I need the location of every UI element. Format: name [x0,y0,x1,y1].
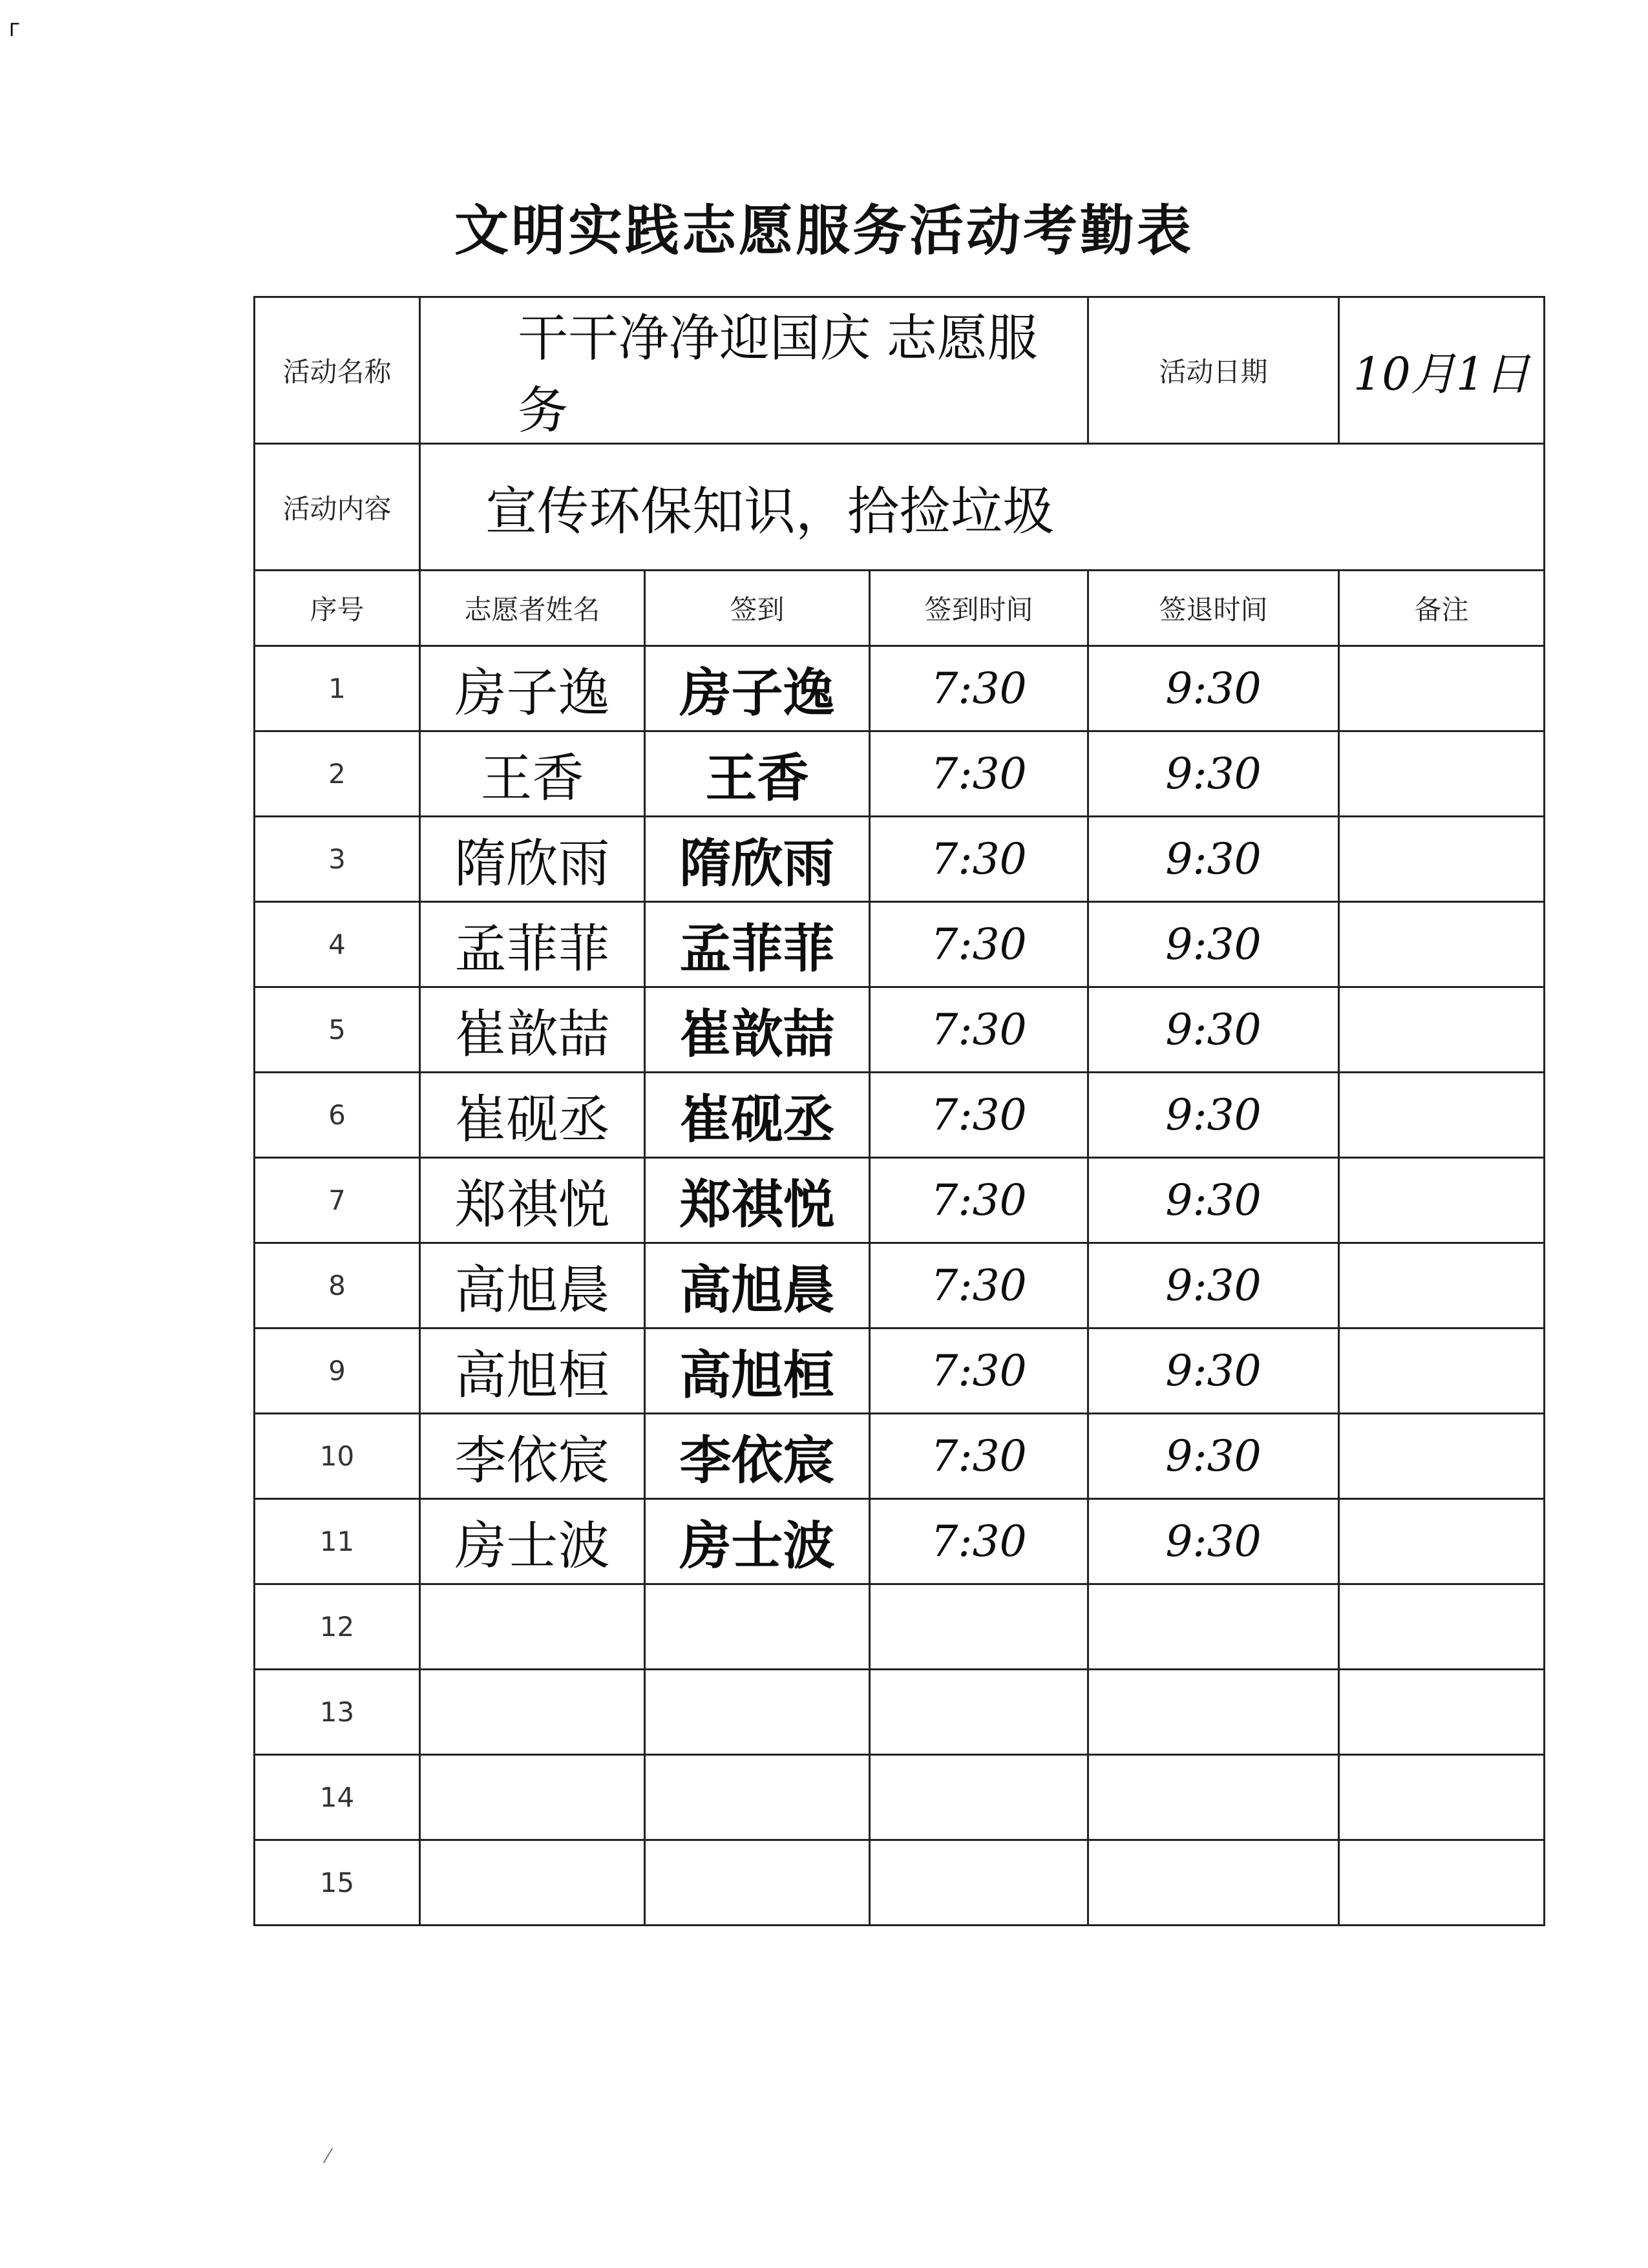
signature [645,1755,870,1840]
column-header-no: 序号 [255,571,420,646]
signature: 房子逸 [645,646,870,731]
page-title: 文明实践志愿服务活动考勤表 [454,198,1194,262]
sign-in-time: 7:30 [870,1158,1088,1243]
volunteer-name [420,1755,645,1840]
sign-in-time: 7:30 [870,1073,1088,1158]
volunteer-name: 孟菲菲 [420,902,645,987]
note [1339,1073,1545,1158]
sign-in-time: 7:30 [870,1414,1088,1499]
note [1339,1840,1545,1926]
sign-out-time: 9:30 [1088,1073,1339,1158]
scan-smudge: ⁄ [326,2145,330,2168]
volunteer-name: 崔砚丞 [420,1073,645,1158]
sign-out-time: 9:30 [1088,731,1339,817]
table-row [255,1243,1545,1328]
sign-out-time: 9:30 [1088,1328,1339,1414]
row-number: 15 [255,1840,420,1926]
volunteer-name: 隋欣雨 [420,817,645,902]
sign-in-time [870,1755,1088,1840]
table-row [255,1414,1545,1499]
sign-out-time: 9:30 [1088,646,1339,731]
signature: 房士波 [645,1499,870,1584]
column-header-sign: 签到 [645,571,870,646]
note [1339,1243,1545,1328]
row-number: 8 [255,1243,420,1328]
volunteer-name [420,1670,645,1755]
note [1339,987,1545,1073]
sign-in-time [870,1584,1088,1670]
note [1339,1755,1545,1840]
sign-in-time: 7:30 [870,817,1088,902]
row-number: 4 [255,902,420,987]
row-number: 3 [255,817,420,902]
activity-content-label: 活动内容 [255,444,420,571]
sign-in-time: 7:30 [870,1328,1088,1414]
table-row [255,1670,1545,1755]
volunteer-name: 房子逸 [420,646,645,731]
sign-in-time [870,1840,1088,1926]
note [1339,1328,1545,1414]
note [1339,1158,1545,1243]
signature: 崔歆喆 [645,987,870,1073]
sign-out-time [1088,1584,1339,1670]
sign-in-time: 7:30 [870,731,1088,817]
sign-in-time: 7:30 [870,987,1088,1073]
attendance-table [253,296,1545,1926]
sign-in-time: 7:30 [870,1499,1088,1584]
activity-name-label: 活动名称 [255,297,420,444]
row-number: 6 [255,1073,420,1158]
note [1339,1584,1545,1670]
activity-content-value: 宣传环保知识，拾捡垃圾 [420,444,1545,571]
note [1339,902,1545,987]
column-header-out-time: 签退时间 [1088,571,1339,646]
note [1339,817,1545,902]
row-number: 11 [255,1499,420,1584]
note [1339,646,1545,731]
signature [645,1840,870,1926]
volunteer-name: 郑祺悦 [420,1158,645,1243]
sign-out-time: 9:30 [1088,902,1339,987]
note [1339,1670,1545,1755]
table-row [255,1584,1545,1670]
signature: 李依宸 [645,1414,870,1499]
signature [645,1584,870,1670]
volunteer-name: 高旭桓 [420,1328,645,1414]
row-number: 9 [255,1328,420,1414]
volunteer-name [420,1584,645,1670]
sign-out-time [1088,1840,1339,1926]
table-row [255,817,1545,902]
volunteer-name: 高旭晨 [420,1243,645,1328]
signature: 孟菲菲 [645,902,870,987]
sign-out-time: 9:30 [1088,1414,1339,1499]
table-row [255,1073,1545,1158]
sign-out-time: 9:30 [1088,1243,1339,1328]
scan-corner-mark: ᒥ [9,19,19,41]
row-number: 14 [255,1755,420,1840]
activity-name-row [255,297,1545,444]
signature: 高旭晨 [645,1243,870,1328]
sign-out-time: 9:30 [1088,1158,1339,1243]
row-number: 1 [255,646,420,731]
row-number: 10 [255,1414,420,1499]
sign-out-time [1088,1670,1339,1755]
sign-out-time: 9:30 [1088,987,1339,1073]
column-header-note: 备注 [1339,571,1545,646]
sign-out-time [1088,1755,1339,1840]
note [1339,731,1545,817]
table-row [255,987,1545,1073]
table-row [255,1328,1545,1414]
activity-date-label: 活动日期 [1088,297,1339,444]
signature: 隋欣雨 [645,817,870,902]
volunteer-name: 崔歆喆 [420,987,645,1073]
row-number: 7 [255,1158,420,1243]
volunteer-name: 王香 [420,731,645,817]
table-row [255,1840,1545,1926]
volunteer-name [420,1840,645,1926]
sign-in-time: 7:30 [870,1243,1088,1328]
table-row [255,1158,1545,1243]
volunteer-name: 李依宸 [420,1414,645,1499]
column-header-name: 志愿者姓名 [420,571,645,646]
row-number: 12 [255,1584,420,1670]
signature: 崔砚丞 [645,1073,870,1158]
sign-in-time: 7:30 [870,646,1088,731]
table-header-row [255,571,1545,646]
table-row [255,1755,1545,1840]
activity-content-row [255,444,1545,571]
activity-name-value: 干干净净迎国庆 志愿服务 [420,297,1088,444]
row-number: 5 [255,987,420,1073]
sign-out-time: 9:30 [1088,817,1339,902]
column-header-in-time: 签到时间 [870,571,1088,646]
table-row [255,646,1545,731]
table-row [255,902,1545,987]
table-row [255,1499,1545,1584]
volunteer-name: 房士波 [420,1499,645,1584]
sign-out-time: 9:30 [1088,1499,1339,1584]
row-number: 2 [255,731,420,817]
note [1339,1414,1545,1499]
note [1339,1499,1545,1584]
row-number: 13 [255,1670,420,1755]
signature: 王香 [645,731,870,817]
activity-date-value: 10月1日 [1339,297,1545,444]
signature: 郑祺悦 [645,1158,870,1243]
signature [645,1670,870,1755]
table-row [255,731,1545,817]
sign-in-time [870,1670,1088,1755]
sign-in-time: 7:30 [870,902,1088,987]
attendance-rows [255,646,1545,1926]
signature: 高旭桓 [645,1328,870,1414]
